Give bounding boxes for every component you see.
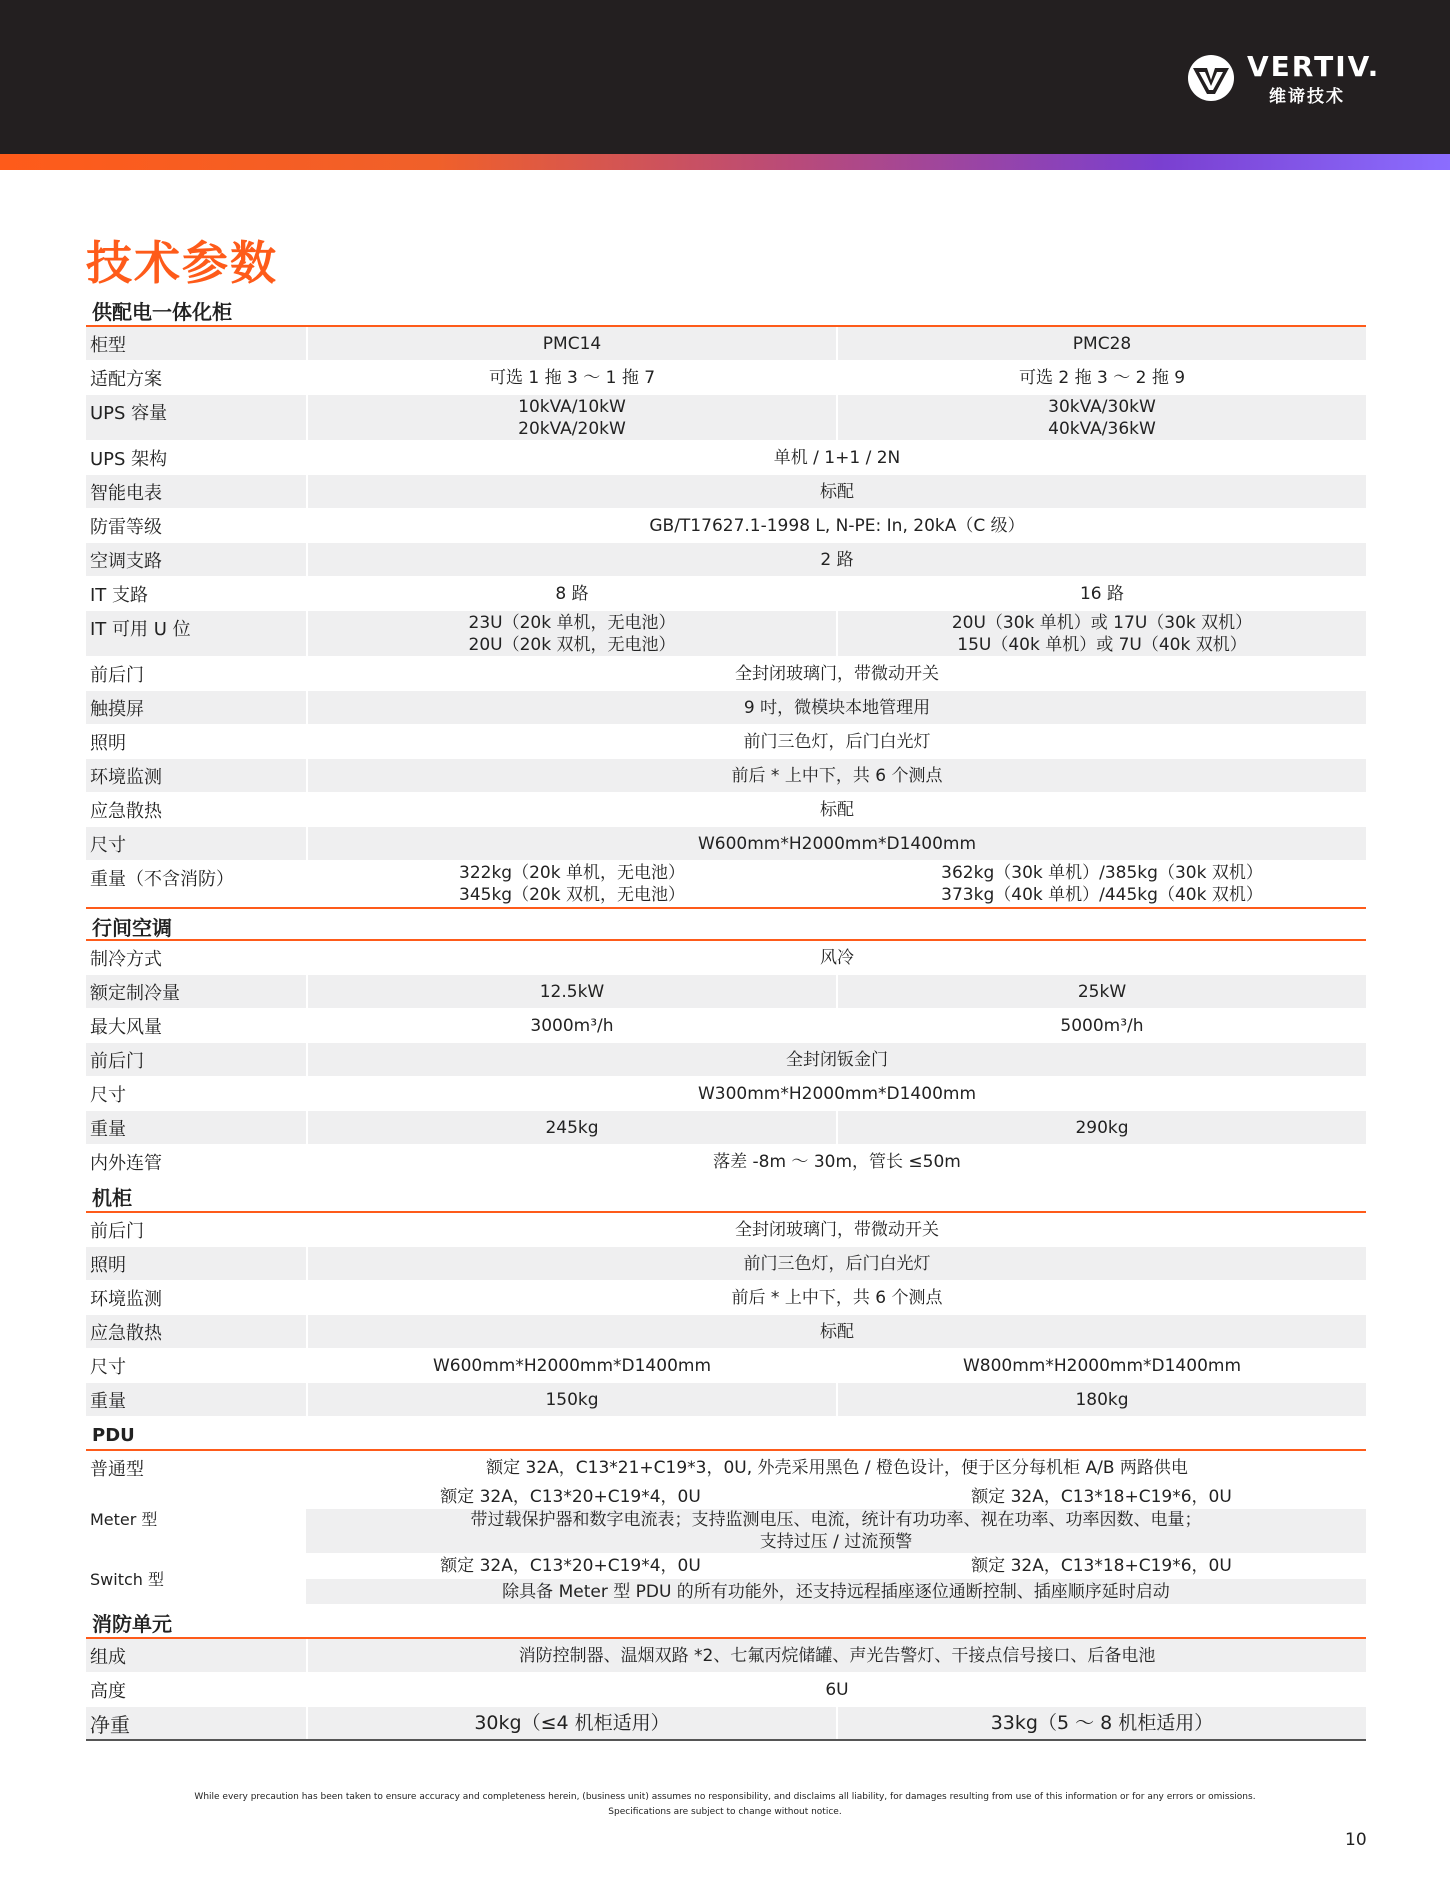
row-label: 触摸屏 [86,691,306,724]
cell: 标配 [306,475,1366,508]
brand-sub: 维谛技术 [1269,87,1345,107]
table-row [86,1111,1366,1145]
table-row [86,1145,1366,1179]
cell-stack [306,1553,1366,1604]
cell-line: 20U（20k 双机，无电池） [468,634,676,655]
cell: 180kg [836,1383,1366,1416]
table-row [86,1247,1366,1281]
page-header [0,0,1450,154]
table-row [86,759,1366,793]
cell: 9 吋，微模块本地管理用 [306,691,1366,724]
cell: PMC14 [306,327,836,360]
section-header: 供配电一体化柜 [86,293,1366,327]
table-row [86,1553,1366,1605]
cell-line: 23U（20k 单机，无电池） [468,612,676,633]
table-row [86,827,1366,861]
row-label: 应急散热 [90,800,162,822]
disclaimer-line: While every precaution has been taken to ensure accuracy and completeness herein, (business unit) assumes no responsibility, and disclaims all liability, for damages resulting from use of this information or for any errors or omissions. [194,1792,1256,1802]
cell [306,611,836,656]
cell: GB/T17627.1-1998 L, N-PE: In, 20kA（C 级） [306,509,1366,542]
cell: 额定 32A，C13*20+C19*4，0U [440,1487,701,1507]
cell: 2 路 [306,543,1366,576]
cell-line: 20kVA/20kW [518,418,626,439]
row-label: 适配方案 [90,368,162,390]
table-row [86,1673,1366,1707]
cell: 额定 32A，C13*18+C19*6，0U [835,1553,1366,1579]
table-row [86,657,1366,691]
cell: 消防控制器、温烟双路 *2、七氟丙烷储罐、声光告警灯、干接点信号接口、后备电池 [306,1639,1366,1672]
table-row [86,1639,1366,1673]
cell: 除具备 Meter 型 PDU 的所有功能外，还支持远程插座逐位通断控制、插座顺序延时启动 [306,1579,1366,1604]
row-label: 环境监测 [86,759,306,792]
row-label: 尺寸 [90,1084,126,1106]
row-label: 组成 [86,1639,306,1672]
cell: 单机 / 1+1 / 2N [306,441,1366,474]
header-gradient-bar [0,154,1450,170]
cell: 33kg（5 ～ 8 机柜适用） [836,1707,1366,1739]
cell-line: 40kVA/36kW [1048,418,1156,439]
table-row [86,441,1366,475]
cell: 前门三色灯，后门白光灯 [306,1247,1366,1280]
disclaimer-line: Specifications are subject to change without notice. [608,1807,842,1817]
table-row [86,1707,1366,1741]
spec-table [86,293,1366,1741]
row-label: UPS 架构 [90,448,168,470]
cell [306,395,836,440]
table-row [86,941,1366,975]
row-label: 内外连管 [90,1152,162,1174]
cell [306,861,836,906]
row-label: 空调支路 [86,543,306,576]
row-label: 普通型 [90,1458,144,1480]
table-row [86,395,1366,441]
row-label: 尺寸 [90,1356,126,1378]
row-label: 柜型 [86,327,306,360]
cell: 可选 2 拖 3 ～ 2 拖 9 [836,361,1366,394]
row-label: 前后门 [90,664,144,686]
cell: 6U [306,1673,1366,1706]
cell: 前门三色灯，后门白光灯 [306,725,1366,758]
cell: 25kW [836,975,1366,1008]
section-header: PDU [86,1417,1366,1451]
row-label: UPS 容量 [86,395,306,440]
cell: 落差 -8m ～ 30m，管长 ≤50m [306,1145,1366,1178]
table-row [86,1315,1366,1349]
row-label: Switch 型 [90,1570,164,1589]
cell-line: 322kg（20k 单机，无电池） [459,862,685,883]
row-label: Meter 型 [90,1510,158,1529]
cell: 前后 * 上中下，共 6 个测点 [306,1281,1366,1314]
cell-line: 345kg（20k 双机，无电池） [459,884,685,905]
row-label: 重量（不含消防） [90,869,234,890]
table-row [86,861,1366,907]
disclaimer [0,1790,1450,1820]
brand-name: VERTIV. [1247,50,1381,83]
row-label: 环境监测 [90,1288,162,1310]
table-row [86,1383,1366,1417]
table-row [86,475,1366,509]
cell: 额定 32A，C13*20+C19*4，0U [440,1556,701,1576]
cell: 5000m³/h [836,1009,1366,1042]
cell-line: 362kg（30k 单机）/385kg（30k 双机） [941,862,1263,883]
cell: 前后 * 上中下，共 6 个测点 [306,759,1366,792]
row-label: 智能电表 [86,475,306,508]
row-label: 应急散热 [86,1315,306,1348]
table-row [86,577,1366,611]
table-row [86,611,1366,657]
section-header: 消防单元 [86,1605,1366,1639]
table-row [86,543,1366,577]
table-row [86,509,1366,543]
row-label: 前后门 [86,1043,306,1076]
cell: 全封闭玻璃门，带微动开关 [306,1213,1366,1246]
row-label: 照明 [90,732,126,754]
table-row [86,1281,1366,1315]
cell-line: 带过载保护器和数字电流表；支持监测电压、电流，统计有功功率、视在功率、功率因数、电量； [470,1510,1202,1530]
row-label: 前后门 [90,1220,144,1242]
cell: 全封闭钣金门 [306,1043,1366,1076]
cell [836,395,1366,440]
page-number: 10 [1345,1830,1367,1850]
cell: 全封闭玻璃门，带微动开关 [306,657,1366,690]
table-row [86,1043,1366,1077]
table-row [86,1009,1366,1043]
row-label: 额定制冷量 [86,975,306,1008]
vertiv-mark-icon [1187,54,1235,102]
row-label: 净重 [86,1707,306,1739]
cell: 8 路 [306,577,836,610]
cell: 290kg [836,1111,1366,1144]
cell: 3000m³/h [306,1009,836,1042]
cell: 12.5kW [306,975,836,1008]
section-header: 行间空调 [86,907,1366,941]
table-row [86,1077,1366,1111]
row-label: 高度 [90,1680,126,1702]
cell: 30kg（≤4 机柜适用） [306,1707,836,1739]
cell: 风冷 [306,941,1366,974]
row-label: 照明 [86,1247,306,1280]
table-row [86,1213,1366,1247]
cell-line: 10kVA/10kW [518,396,626,417]
vertiv-logo [1187,50,1381,107]
row-label: IT 可用 U 位 [86,611,306,656]
cell: W800mm*H2000mm*D1400mm [836,1349,1366,1382]
cell: 16 路 [836,577,1366,610]
row-label: 尺寸 [86,827,306,860]
table-row [86,691,1366,725]
table-row [86,1451,1366,1485]
cell: 额定 32A，C13*21+C19*3，0U, 外壳采用黑色 / 橙色设计，便于区分每机柜 A/B 两路供电 [306,1451,1366,1484]
row-label: 重量 [86,1111,306,1144]
row-label: IT 支路 [90,584,149,606]
cell-stack [306,1485,1366,1552]
cell-line: 20U（30k 单机）或 17U（30k 双机） [951,612,1253,633]
cell: 150kg [306,1383,836,1416]
cell: W600mm*H2000mm*D1400mm [306,1349,836,1382]
cell: 标配 [306,1315,1366,1348]
cell: W300mm*H2000mm*D1400mm [306,1077,1366,1110]
table-row [86,975,1366,1009]
cell: PMC28 [836,327,1366,360]
row-label: 最大风量 [90,1016,162,1038]
cell: W600mm*H2000mm*D1400mm [306,827,1366,860]
table-row [86,327,1366,361]
table-row [86,725,1366,759]
cell-line: 15U（40k 单机）或 7U（40k 双机） [957,634,1247,655]
page-title: 技术参数 [86,236,278,290]
cell: 标配 [306,793,1366,826]
table-row [86,793,1366,827]
table-row [86,1485,1366,1553]
cell [836,861,1366,906]
table-row [86,361,1366,395]
section-header: 机柜 [86,1179,1366,1213]
row-label: 重量 [86,1383,306,1416]
row-label: 制冷方式 [90,948,162,970]
cell [836,611,1366,656]
table-row [86,1349,1366,1383]
cell: 245kg [306,1111,836,1144]
cell-line: 30kVA/30kW [1048,396,1156,417]
row-label: 防雷等级 [90,516,162,538]
cell: 可选 1 拖 3 ～ 1 拖 7 [306,361,836,394]
cell: 额定 32A，C13*18+C19*6，0U [835,1485,1366,1509]
cell [306,1509,1366,1553]
cell-line: 支持过压 / 过流预警 [759,1532,913,1552]
cell-line: 373kg（40k 单机）/445kg（40k 双机） [941,884,1263,905]
